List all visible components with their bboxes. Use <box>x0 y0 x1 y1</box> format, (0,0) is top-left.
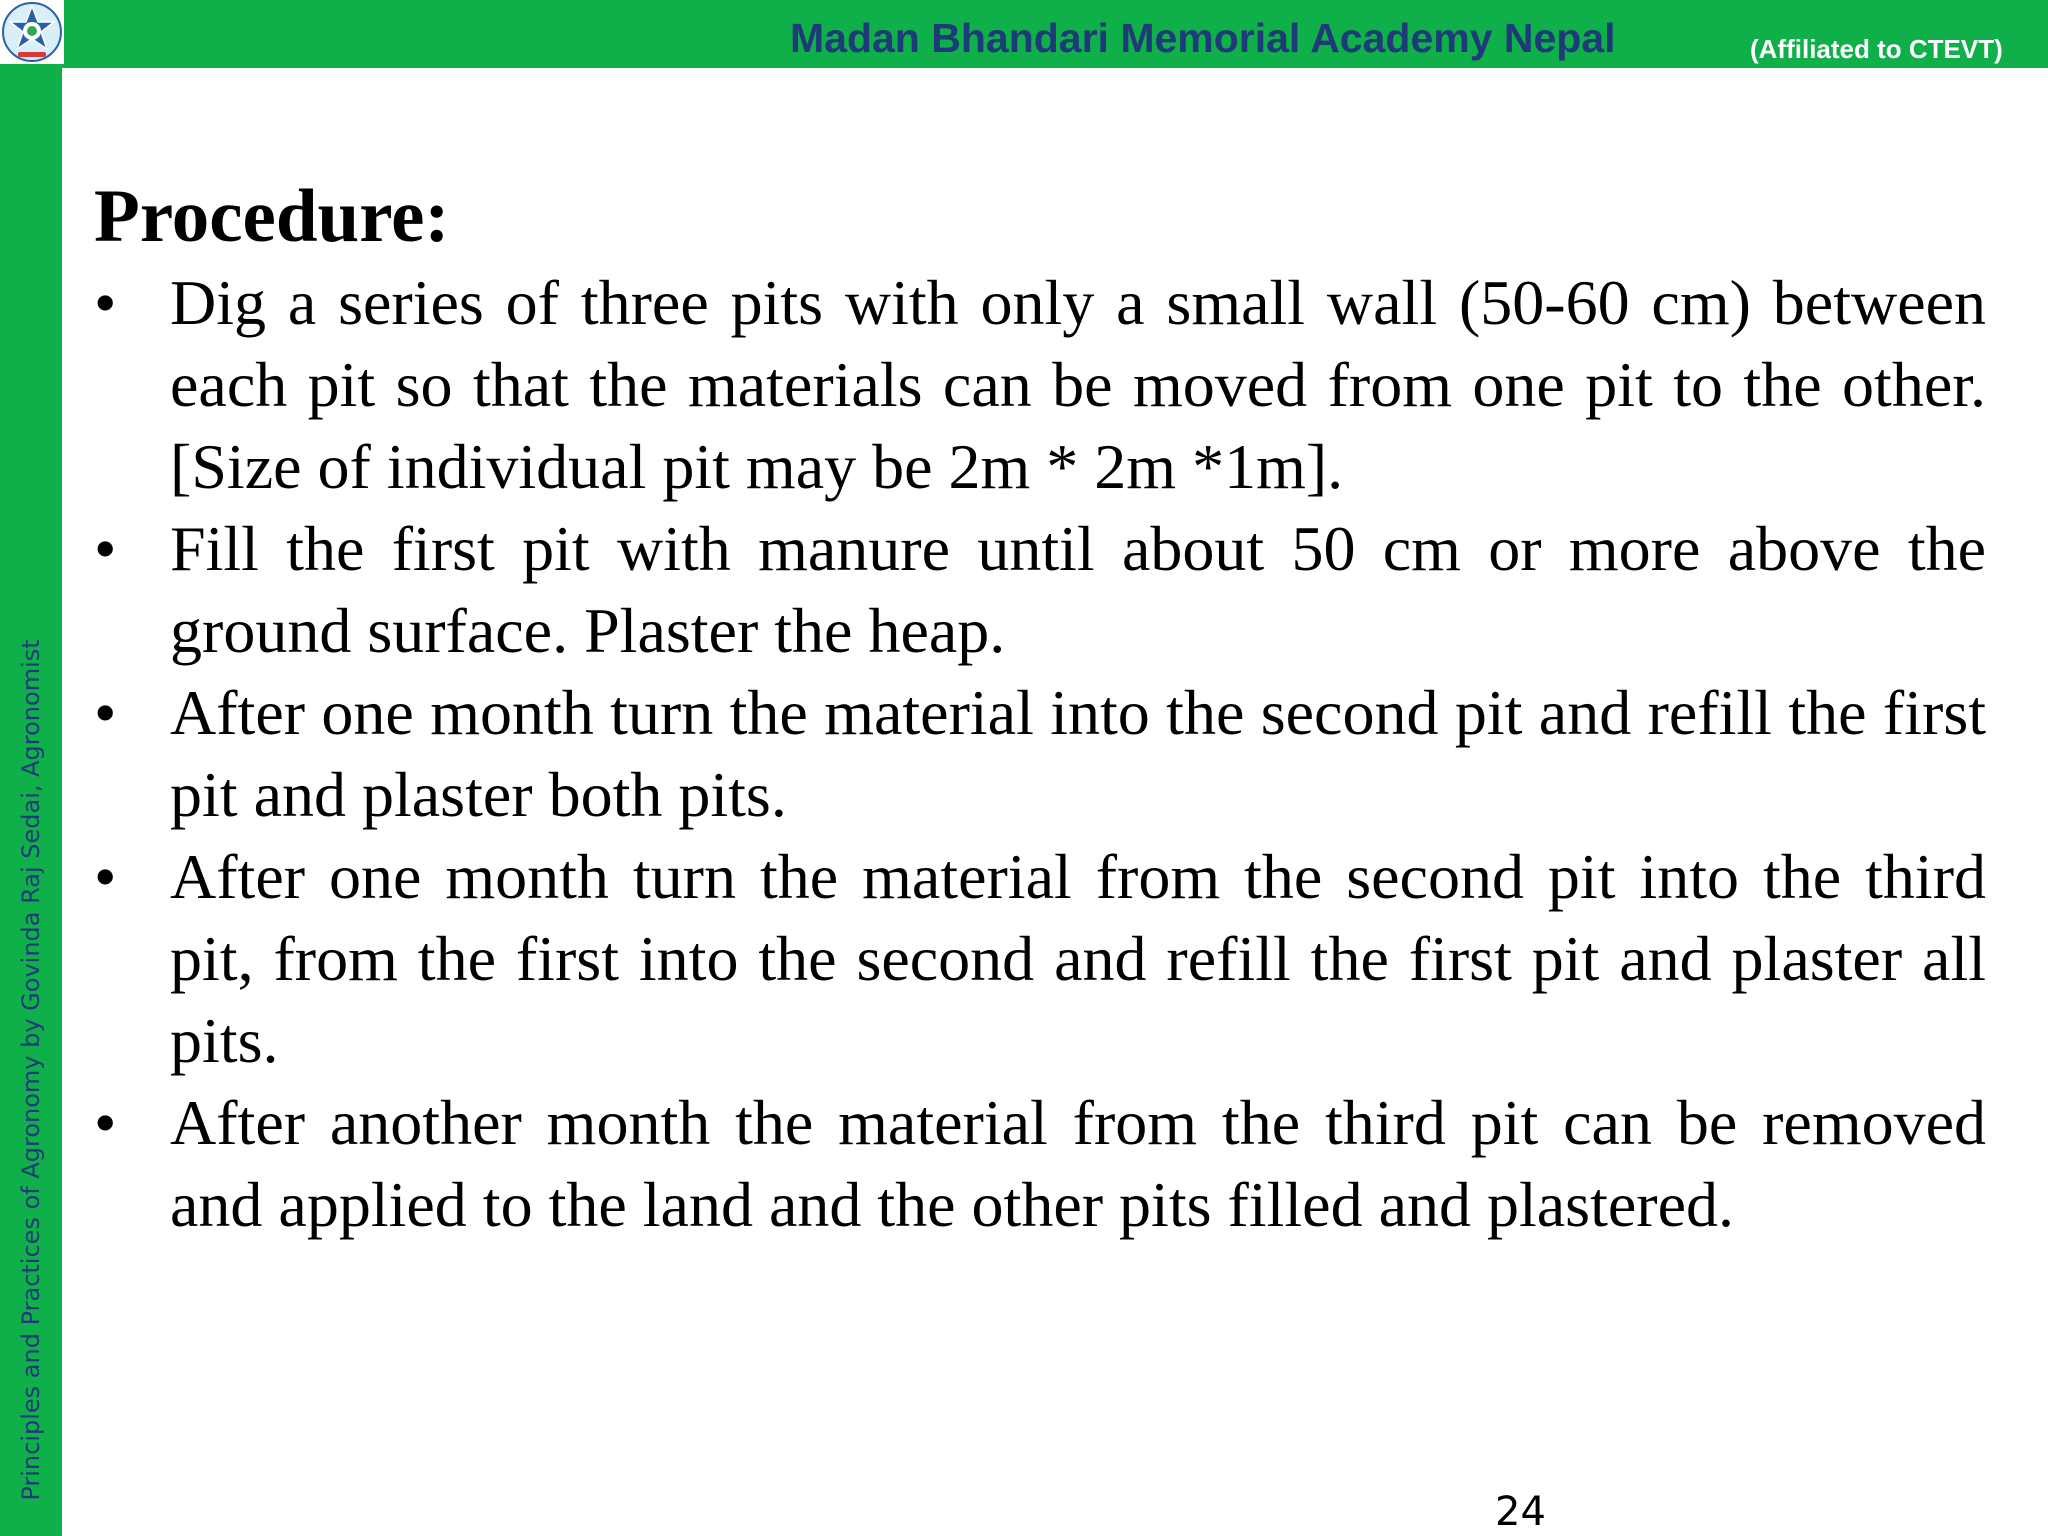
affiliation-label: (Affiliated to CTEVT) <box>1750 34 2003 64</box>
bullet-icon: • <box>94 1087 117 1158</box>
bullet-icon: • <box>94 841 117 912</box>
list-item <box>94 672 1986 836</box>
list-item-text: After one month turn the material into the second pit and refill the first pit and plaster both pits. <box>170 677 1986 830</box>
list-item <box>94 1082 1986 1246</box>
list-item <box>94 262 1986 508</box>
slide-content <box>94 172 1986 1246</box>
bullet-icon: • <box>94 677 117 748</box>
list-item <box>94 508 1986 672</box>
sidebar-credit: Principles and Practices of Agronomy by Govinda Raj Sedai, Agronomist <box>17 639 45 1501</box>
bullet-icon: • <box>94 267 117 338</box>
page-title: Procedure: <box>94 175 450 258</box>
list-item-text: Dig a series of three pits with only a small wall (50-60 cm) between each pit so that the materials can be moved from one pit to the other. [Size of individual pit may be 2m * 2m *1m]. <box>170 267 1986 502</box>
procedure-list <box>94 262 1986 1246</box>
page-number: 24 <box>1495 1489 1546 1535</box>
list-item-text: After another month the material from the third pit can be removed and applied to the land and the other pits filled and plastered. <box>170 1087 1986 1240</box>
star-emblem-icon <box>0 0 64 64</box>
academy-name: Madan Bhandari Memorial Academy Nepal <box>790 15 1616 61</box>
list-item <box>94 836 1986 1082</box>
list-item-text: Fill the first pit with manure until about 50 cm or more above the ground surface. Plaster the heap. <box>170 513 1986 666</box>
bullet-icon: • <box>94 513 117 584</box>
list-item-text: After one month turn the material from the second pit into the third pit, from the first into the second and refill the first pit and plaster all pits. <box>170 841 1986 1076</box>
